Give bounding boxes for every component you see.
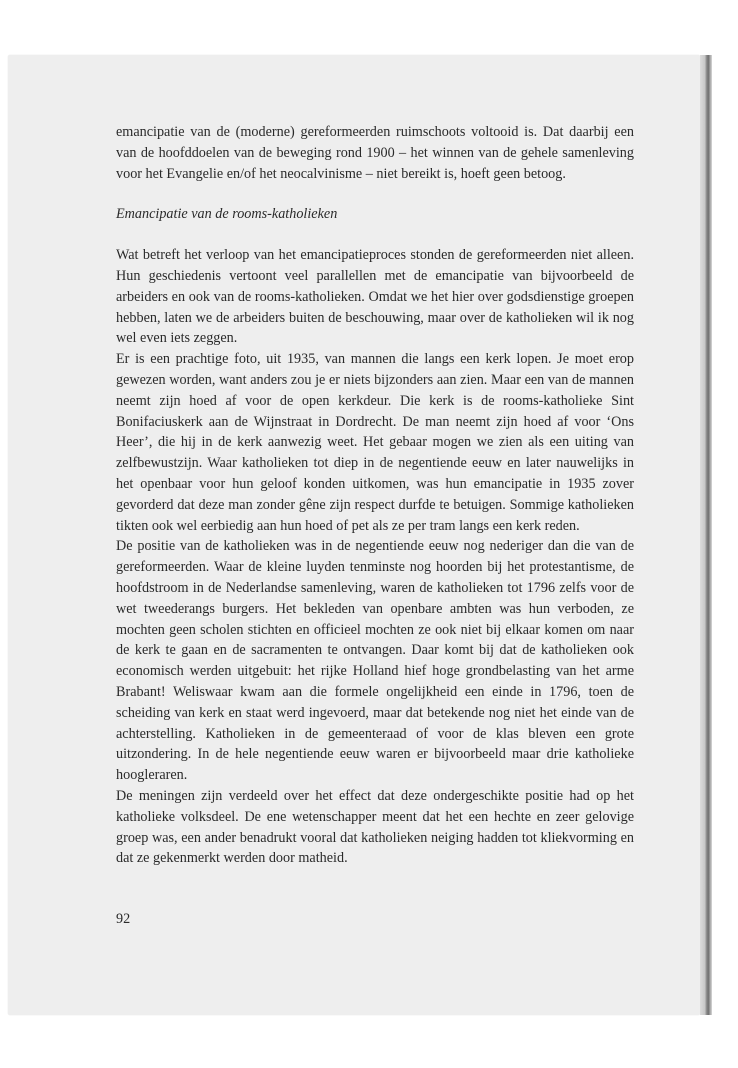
paragraph: Er is een prachtige foto, uit 1935, van mannen die langs een kerk lopen. Je moet erop gewezen worden, want anders zou je er niets bijzonders aan zien. Maar een van de mannen neemt zijn hoed af voor de open kerkdeur. Die kerk is de rooms-katholieke Sint Bonifaciuskerk aan de Wijnstraat in Dordrecht. De man neemt zijn hoed af voor ‘Ons Heer’, die hij in de kerk aanwezig weet. Het gebaar mogen we zien als een uiting van zelfbewustzijn. Waar katholieken tot diep in de negentiende eeuw en later nauwelijks in het openbaar voor hun geloof konden uitkomen, was hun emancipatie in 1935 zover gevorderd dat deze man zonder gêne zijn respect durfde te betuigen. Sommige katholieken tikten ook wel eerbiedig aan hun hoed of pet als ze per tram langs een kerk reden.: [116, 351, 634, 534]
intro-paragraph: emancipatie van de (moderne) gereformeerden ruimschoots voltooid is. Dat daarbij een van de hoofddoelen van de beweging rond 1900 – het winnen van de gehele samenleving voor het Evangelie en/of het neocalvinisme – niet bereikt is, hoeft geen betoog.: [116, 124, 634, 182]
paragraph: Wat betreft het verloop van het emancipatieproces stonden de gereformeerden niet alleen. Hun geschiedenis vertoont veel parallellen met de emancipatie van bijvoorbeeld de arbeiders en ook van de rooms-katholieken. Omdat we het hier over godsdienstige groepen hebben, laten we de arbeiders buiten de beschouwing, maar over de katholieken wil ik nog wel even iets zeggen.: [116, 247, 634, 347]
section-heading: Emancipatie van de rooms-katholieken: [116, 206, 338, 223]
page-number: 92: [116, 911, 131, 927]
paragraph: De positie van de katholieken was in de negentiende eeuw nog nederiger dan die van de gereformeerden. Waar de kleine luyden tenminste nog hoorden bij het protestantisme, de hoofdstroom in de Nederlandse samenleving, waren de katholieken tot 1796 zelfs voor de wet tweederangs burgers. Het bekleden van openbare ambten was hun verboden, ze mochten geen scholen stichten en officieel mochten ze ook niet bij elkaar komen om naar de kerk te gaan en de sacramenten te ontvangen. Daar komt bij dat de katholieken ook economisch werden uitgebuit: het rijke Holland hief hoge grondbelasting van het arme Brabant! Weliswaar kwam aan die formele ongelijkheid een einde in 1796, toen de scheiding van kerk en staat werd ingevoerd, maar dat betekende nog niet het einde van de achterstelling. Katholieken in de gemeenteraad of voor de klas bleven een grote uitzondering. In de hele negentiende eeuw waren er bijvoorbeeld maar drie katholieke hoogleraren.: [116, 538, 634, 784]
body-text: [116, 122, 634, 869]
paragraph: De meningen zijn verdeeld over het effect dat deze ondergeschikte positie had op het katholieke volksdeel. De ene wetenschapper meent dat het een hechte en zeer gelovige groep was, een ander benadrukt vooral dat katholieken neiging hadden tot kliekvorming en dat ze gekenmerkt werden door matheid.: [116, 787, 634, 867]
book-edge: [700, 55, 712, 1015]
